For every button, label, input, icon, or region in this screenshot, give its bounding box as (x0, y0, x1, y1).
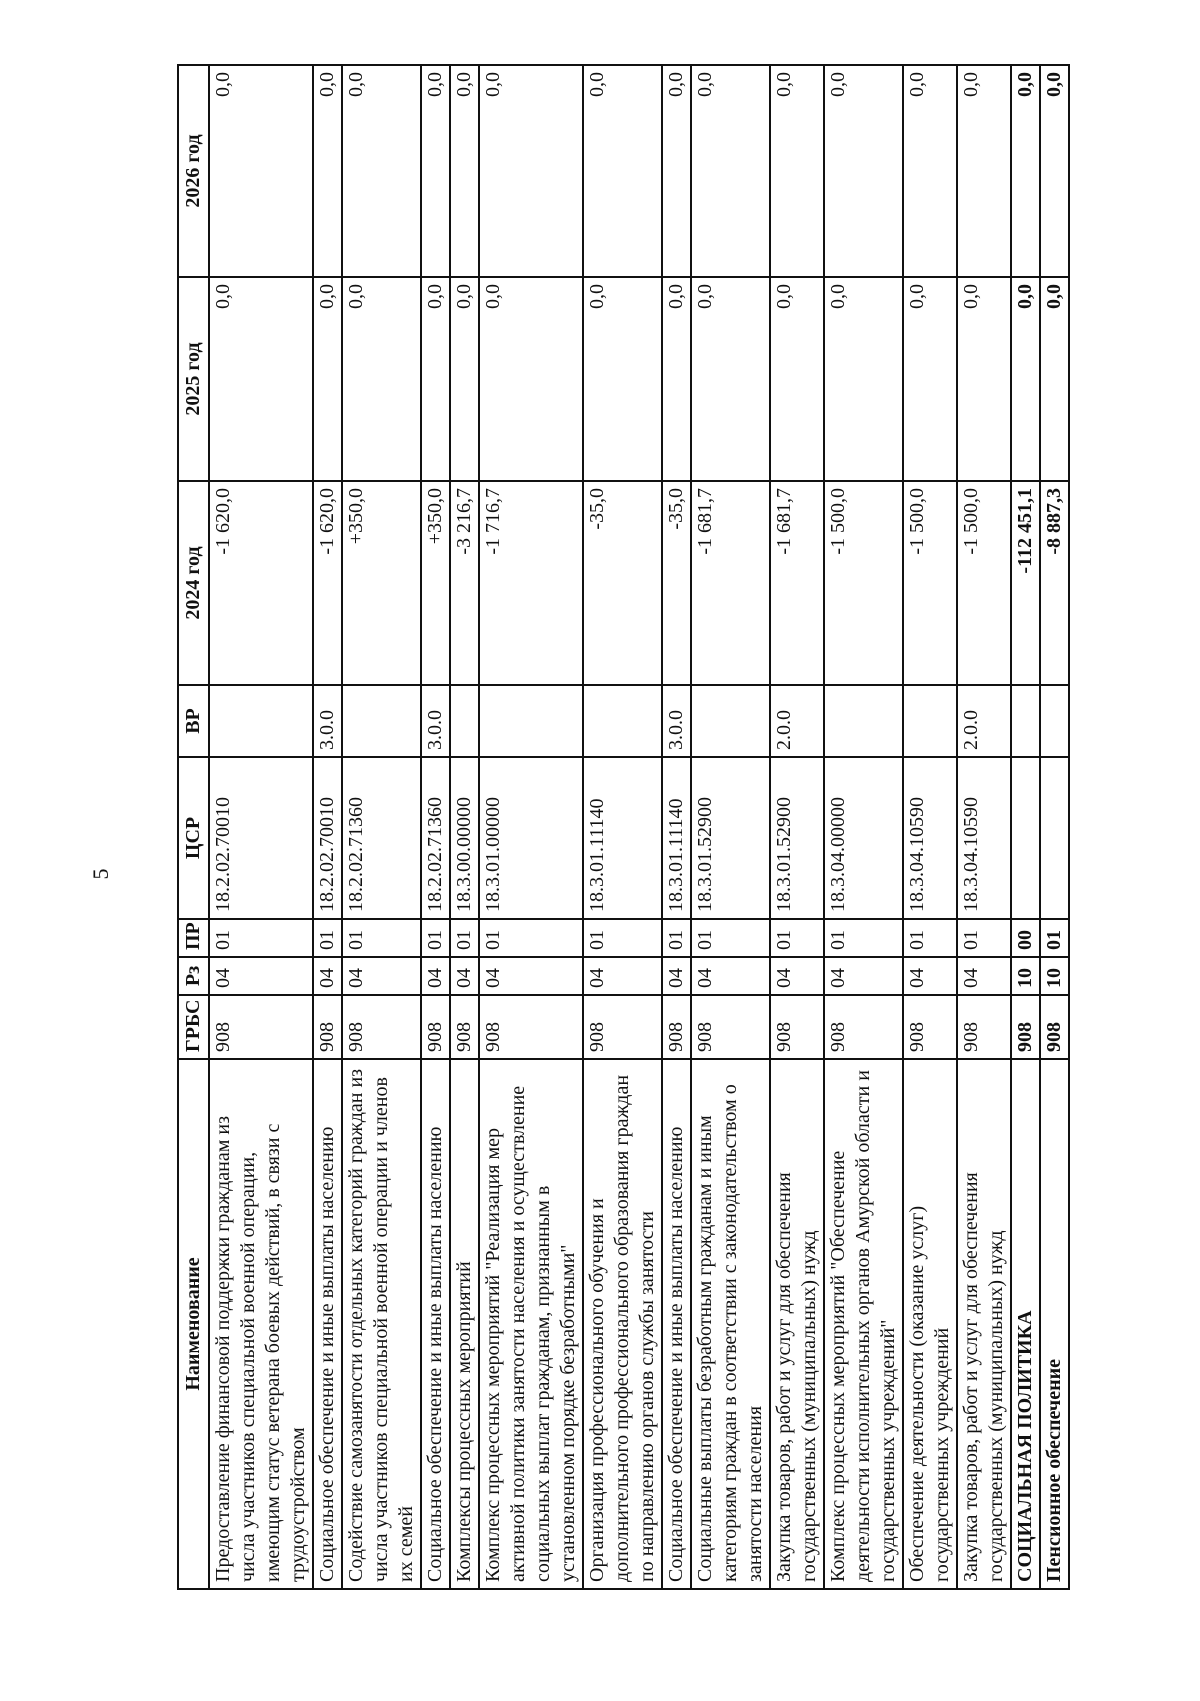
cell-name: Организация профессионального обучения и дополнительного профессионального образования граждан по направлению органов службы занятости (583, 1059, 662, 1589)
cell-vr: 2.0.0 (770, 685, 824, 757)
cell-grbs: 908 (479, 995, 583, 1059)
budget-table (177, 64, 1070, 1590)
table-row (903, 65, 957, 1589)
cell-2026: 0,0 (770, 65, 824, 277)
table-row (583, 65, 662, 1589)
cell-2025: 0,0 (1040, 277, 1069, 481)
cell-vr: 2.0.0 (957, 685, 1011, 757)
cell-csr: 18.3.01.11140 (583, 757, 662, 919)
cell-rz: 04 (209, 957, 313, 995)
table-row (1040, 65, 1069, 1589)
cell-csr: 18.3.04.00000 (824, 757, 903, 919)
cell-grbs: 908 (957, 995, 1011, 1059)
table-row (421, 65, 450, 1589)
cell-name: Пенсионное обеспечение (1040, 1059, 1069, 1589)
table-row (662, 65, 691, 1589)
cell-pr: 01 (1040, 919, 1069, 957)
cell-rz: 04 (957, 957, 1011, 995)
header-2024: 2024 год (178, 481, 209, 685)
cell-pr: 01 (583, 919, 662, 957)
table-row (450, 65, 479, 1589)
cell-name: Социальное обеспечение и иные выплаты населению (313, 1059, 342, 1589)
cell-csr: 18.2.02.70010 (313, 757, 342, 919)
cell-pr: 01 (479, 919, 583, 957)
cell-rz: 04 (342, 957, 421, 995)
cell-2024: -1 500,0 (824, 481, 903, 685)
cell-2026: 0,0 (421, 65, 450, 277)
table-row (1011, 65, 1040, 1589)
cell-name: Закупка товаров, работ и услуг для обеспечения государственных (муниципальных) нужд (770, 1059, 824, 1589)
cell-csr: 18.2.02.71360 (342, 757, 421, 919)
cell-2025: 0,0 (342, 277, 421, 481)
cell-vr (691, 685, 770, 757)
cell-rz: 04 (450, 957, 479, 995)
cell-2025: 0,0 (662, 277, 691, 481)
cell-vr (824, 685, 903, 757)
table-row (691, 65, 770, 1589)
cell-vr: 3.0.0 (313, 685, 342, 757)
cell-name: Комплекс процессных мероприятий "Реализация мер активной политики занятости населения и осуществление социальных выплат гражданам, признанным в установленном порядке безработными" (479, 1059, 583, 1589)
cell-grbs: 908 (903, 995, 957, 1059)
cell-2024: -112 451,1 (1011, 481, 1040, 685)
header-name: Наименование (178, 1059, 209, 1589)
table-row (770, 65, 824, 1589)
cell-2024: -1 500,0 (957, 481, 1011, 685)
header-2026: 2026 год (178, 65, 209, 277)
cell-2026: 0,0 (824, 65, 903, 277)
cell-grbs: 908 (209, 995, 313, 1059)
cell-csr: 18.3.00.00000 (450, 757, 479, 919)
cell-pr: 01 (903, 919, 957, 957)
cell-csr: 18.3.04.10590 (957, 757, 1011, 919)
cell-2025: 0,0 (583, 277, 662, 481)
cell-rz: 04 (662, 957, 691, 995)
header-grbs: ГРБС (178, 995, 209, 1059)
cell-rz: 04 (824, 957, 903, 995)
cell-grbs: 908 (691, 995, 770, 1059)
cell-csr (1011, 757, 1040, 919)
header-pr: ПР (178, 919, 209, 957)
cell-name: Закупка товаров, работ и услуг для обеспечения государственных (муниципальных) нужд (957, 1059, 1011, 1589)
cell-2026: 0,0 (1040, 65, 1069, 277)
cell-2024: -1 620,0 (313, 481, 342, 685)
cell-pr: 01 (342, 919, 421, 957)
cell-grbs: 908 (770, 995, 824, 1059)
cell-2025: 0,0 (957, 277, 1011, 481)
cell-csr: 18.2.02.70010 (209, 757, 313, 919)
cell-rz: 04 (421, 957, 450, 995)
table-row (824, 65, 903, 1589)
cell-2024: -35,0 (583, 481, 662, 685)
cell-rz: 10 (1011, 957, 1040, 995)
page-number: 5 (88, 868, 113, 880)
cell-name: Обеспечение деятельности (оказание услуг) государственных учреждений (903, 1059, 957, 1589)
cell-2024: -35,0 (662, 481, 691, 685)
cell-name: Социальные выплаты безработным гражданам и иным категориям граждан в соответствии с законодательством о занятости населения (691, 1059, 770, 1589)
cell-2024: -1 500,0 (903, 481, 957, 685)
cell-vr (479, 685, 583, 757)
table-row (342, 65, 421, 1589)
cell-pr: 01 (313, 919, 342, 957)
table-row (209, 65, 313, 1589)
cell-2026: 0,0 (903, 65, 957, 277)
header-csr: ЦСР (178, 757, 209, 919)
cell-csr: 18.3.04.10590 (903, 757, 957, 919)
header-2025: 2025 год (178, 277, 209, 481)
cell-2024: -8 887,3 (1040, 481, 1069, 685)
cell-pr: 01 (770, 919, 824, 957)
cell-2025: 0,0 (903, 277, 957, 481)
cell-csr: 18.3.01.11140 (662, 757, 691, 919)
cell-2025: 0,0 (770, 277, 824, 481)
cell-grbs: 908 (662, 995, 691, 1059)
cell-pr: 01 (421, 919, 450, 957)
cell-rz: 04 (691, 957, 770, 995)
cell-grbs: 908 (313, 995, 342, 1059)
cell-pr: 00 (1011, 919, 1040, 957)
cell-2026: 0,0 (957, 65, 1011, 277)
cell-2026: 0,0 (662, 65, 691, 277)
cell-vr: 3.0.0 (662, 685, 691, 757)
header-vr: ВР (178, 685, 209, 757)
cell-2024: -1 620,0 (209, 481, 313, 685)
cell-grbs: 908 (1011, 995, 1040, 1059)
table-row (479, 65, 583, 1589)
cell-vr (903, 685, 957, 757)
table-row (957, 65, 1011, 1589)
cell-grbs: 908 (824, 995, 903, 1059)
cell-csr: 18.2.02.71360 (421, 757, 450, 919)
cell-2026: 0,0 (583, 65, 662, 277)
cell-pr: 01 (662, 919, 691, 957)
cell-grbs: 908 (421, 995, 450, 1059)
table-body (209, 65, 1069, 1589)
cell-rz: 04 (903, 957, 957, 995)
cell-pr: 01 (691, 919, 770, 957)
cell-grbs: 908 (1040, 995, 1069, 1059)
cell-vr (1011, 685, 1040, 757)
cell-rz: 04 (479, 957, 583, 995)
cell-grbs: 908 (342, 995, 421, 1059)
cell-rz: 04 (770, 957, 824, 995)
cell-name: Предоставление финансовой поддержки гражданам из числа участников специальной военной операции, имеющим статус ветерана боевых действий, в связи с трудоустройством (209, 1059, 313, 1589)
cell-2024: +350,0 (342, 481, 421, 685)
cell-name: Социальное обеспечение и иные выплаты населению (421, 1059, 450, 1589)
cell-2025: 0,0 (824, 277, 903, 481)
cell-2026: 0,0 (313, 65, 342, 277)
cell-2025: 0,0 (209, 277, 313, 481)
cell-2025: 0,0 (421, 277, 450, 481)
cell-rz: 10 (1040, 957, 1069, 995)
budget-table-container (177, 66, 1092, 1590)
cell-vr (209, 685, 313, 757)
cell-2026: 0,0 (450, 65, 479, 277)
cell-vr (583, 685, 662, 757)
cell-2024: -1 716,7 (479, 481, 583, 685)
cell-2024: -1 681,7 (691, 481, 770, 685)
cell-2025: 0,0 (479, 277, 583, 481)
table-row (313, 65, 342, 1589)
cell-pr: 01 (209, 919, 313, 957)
header-rz: Рз (178, 957, 209, 995)
cell-2026: 0,0 (479, 65, 583, 277)
cell-pr: 01 (824, 919, 903, 957)
cell-2024: +350,0 (421, 481, 450, 685)
cell-2026: 0,0 (691, 65, 770, 277)
cell-name: Социальное обеспечение и иные выплаты населению (662, 1059, 691, 1589)
cell-vr (1040, 685, 1069, 757)
cell-name: Комплекс процессных мероприятий "Обеспечение деятельности исполнительных органов Амурской области и государственных учреждений" (824, 1059, 903, 1589)
cell-2024: -1 681,7 (770, 481, 824, 685)
cell-rz: 04 (583, 957, 662, 995)
cell-csr: 18.3.01.52900 (691, 757, 770, 919)
cell-name: СОЦИАЛЬНАЯ ПОЛИТИКА (1011, 1059, 1040, 1589)
table-header-row (178, 65, 209, 1589)
cell-2025: 0,0 (313, 277, 342, 481)
cell-pr: 01 (957, 919, 1011, 957)
cell-pr: 01 (450, 919, 479, 957)
cell-csr: 18.3.01.00000 (479, 757, 583, 919)
cell-2024: -3 216,7 (450, 481, 479, 685)
cell-name: Комплексы процессных мероприятий (450, 1059, 479, 1589)
cell-2025: 0,0 (691, 277, 770, 481)
cell-2026: 0,0 (1011, 65, 1040, 277)
cell-2026: 0,0 (209, 65, 313, 277)
cell-vr: 3.0.0 (421, 685, 450, 757)
cell-2026: 0,0 (342, 65, 421, 277)
cell-vr (450, 685, 479, 757)
cell-grbs: 908 (450, 995, 479, 1059)
cell-2025: 0,0 (450, 277, 479, 481)
cell-grbs: 908 (583, 995, 662, 1059)
cell-2025: 0,0 (1011, 277, 1040, 481)
cell-rz: 04 (313, 957, 342, 995)
cell-name: Содействие самозанятости отдельных категорий граждан из числа участников специальной военной операции и членов их семей (342, 1059, 421, 1589)
cell-csr: 18.3.01.52900 (770, 757, 824, 919)
cell-vr (342, 685, 421, 757)
cell-csr (1040, 757, 1069, 919)
